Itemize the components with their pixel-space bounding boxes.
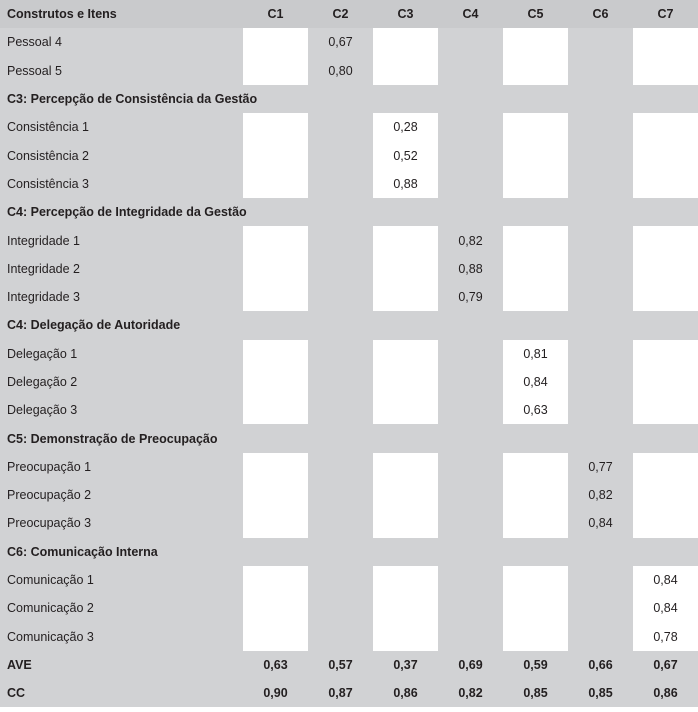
cell-c5 [503,57,568,85]
cell-c7: 0,78 [633,623,698,651]
header-c1: C1 [243,0,308,28]
cell-c6 [568,170,633,198]
cell-c5: 0,84 [503,368,568,396]
cell-c4: 0,82 [438,679,503,707]
row-label: Delegação 3 [0,396,243,424]
table-row [0,623,698,651]
cell-c1: 0,63 [243,651,308,679]
cell-c1 [243,623,308,651]
cell-c1 [243,396,308,424]
table-row [0,113,698,141]
row-label: Consistência 1 [0,113,243,141]
cell-c2 [308,453,373,481]
cell-c4 [438,509,503,537]
cell-c3 [373,566,438,594]
cell-c6 [568,594,633,622]
cell-c5 [503,255,568,283]
cell-c6 [568,255,633,283]
section-title: C6: Comunicação Interna [0,538,698,566]
cell-c3 [373,340,438,368]
cell-c6 [568,566,633,594]
row-label: Delegação 1 [0,340,243,368]
cell-c1 [243,340,308,368]
cell-c1 [243,481,308,509]
section-row [0,85,698,113]
cell-c3 [373,509,438,537]
cell-c3: 0,37 [373,651,438,679]
cell-c3: 0,52 [373,141,438,169]
table-row [0,566,698,594]
cell-c7 [633,396,698,424]
table-row [0,368,698,396]
cell-c6: 0,77 [568,453,633,481]
cell-c6 [568,340,633,368]
row-label: Preocupação 3 [0,509,243,537]
cell-c5: 0,63 [503,396,568,424]
cell-c7 [633,28,698,56]
cell-c3 [373,226,438,254]
cell-c4: 0,88 [438,255,503,283]
cell-c7 [633,113,698,141]
cell-c7 [633,141,698,169]
cell-c6 [568,283,633,311]
cell-c1 [243,509,308,537]
cell-c2 [308,396,373,424]
table-row [0,255,698,283]
cell-c5: 0,85 [503,679,568,707]
cell-c1 [243,28,308,56]
cell-c2 [308,141,373,169]
row-label: Preocupação 1 [0,453,243,481]
row-label: Integridade 1 [0,226,243,254]
cell-c1 [243,566,308,594]
table-body [0,28,698,707]
cell-c5 [503,283,568,311]
section-title: C3: Percepção de Consistência da Gestão [0,85,698,113]
cell-c6: 0,66 [568,651,633,679]
cell-c2: 0,67 [308,28,373,56]
cell-c5 [503,28,568,56]
table-row [0,226,698,254]
cell-c7: 0,84 [633,594,698,622]
cell-c6 [568,368,633,396]
row-label: Comunicação 3 [0,623,243,651]
cell-c7 [633,481,698,509]
cell-c5 [503,566,568,594]
row-label: CC [0,679,243,707]
cell-c4 [438,453,503,481]
cell-c3: 0,88 [373,170,438,198]
cell-c4: 0,69 [438,651,503,679]
cell-c5: 0,59 [503,651,568,679]
row-label: Pessoal 5 [0,57,243,85]
cell-c7 [633,57,698,85]
cell-c1 [243,170,308,198]
header-row [0,0,698,28]
cell-c3 [373,453,438,481]
cell-c5 [503,481,568,509]
cell-c2: 0,80 [308,57,373,85]
section-row [0,198,698,226]
table-row [0,141,698,169]
cell-c3 [373,57,438,85]
cell-c1: 0,90 [243,679,308,707]
row-label: Integridade 3 [0,283,243,311]
cell-c3 [373,623,438,651]
cell-c1 [243,255,308,283]
cell-c1 [243,368,308,396]
cell-c7 [633,509,698,537]
cell-c3 [373,255,438,283]
cell-c7: 0,67 [633,651,698,679]
cell-c6 [568,141,633,169]
cell-c3 [373,283,438,311]
cell-c6 [568,28,633,56]
cell-c7 [633,283,698,311]
header-c2: C2 [308,0,373,28]
cell-c1 [243,226,308,254]
cell-c4 [438,113,503,141]
table-row [0,509,698,537]
cell-c2 [308,340,373,368]
cell-c2 [308,226,373,254]
cell-c2 [308,368,373,396]
cell-c4 [438,28,503,56]
summary-row [0,651,698,679]
row-label: Consistência 2 [0,141,243,169]
table-row [0,481,698,509]
cell-c3 [373,481,438,509]
cell-c4: 0,79 [438,283,503,311]
table-row [0,283,698,311]
summary-row [0,679,698,707]
header-c3: C3 [373,0,438,28]
cell-c2 [308,255,373,283]
table-row [0,57,698,85]
section-title: C4: Percepção de Integridade da Gestão [0,198,698,226]
table-row [0,170,698,198]
cell-c4 [438,57,503,85]
cell-c2: 0,87 [308,679,373,707]
row-label: Comunicação 2 [0,594,243,622]
cell-c7 [633,453,698,481]
cell-c5 [503,623,568,651]
cell-c6: 0,85 [568,679,633,707]
cell-c7 [633,368,698,396]
cell-c2 [308,113,373,141]
cell-c4 [438,594,503,622]
cell-c1 [243,141,308,169]
table-row [0,396,698,424]
section-row [0,538,698,566]
cell-c3: 0,28 [373,113,438,141]
row-label: AVE [0,651,243,679]
row-label: Delegação 2 [0,368,243,396]
cell-c4 [438,481,503,509]
cell-c7 [633,170,698,198]
cell-c6 [568,113,633,141]
cell-c1 [243,453,308,481]
header-c6: C6 [568,0,633,28]
cell-c5: 0,81 [503,340,568,368]
cell-c3 [373,594,438,622]
table-row [0,28,698,56]
cell-c7 [633,340,698,368]
cell-c6 [568,623,633,651]
cell-c7 [633,226,698,254]
cell-c7: 0,86 [633,679,698,707]
section-row [0,424,698,452]
cell-c2: 0,57 [308,651,373,679]
section-title: C4: Delegação de Autoridade [0,311,698,339]
cell-c2 [308,481,373,509]
cell-c6 [568,57,633,85]
cell-c5 [503,113,568,141]
header-c5: C5 [503,0,568,28]
cell-c6: 0,84 [568,509,633,537]
cell-c7 [633,255,698,283]
cell-c4 [438,396,503,424]
cell-c5 [503,453,568,481]
row-label: Pessoal 4 [0,28,243,56]
cell-c4 [438,566,503,594]
cell-c4: 0,82 [438,226,503,254]
cell-c6 [568,226,633,254]
cell-c4 [438,141,503,169]
cell-c7: 0,84 [633,566,698,594]
header-c7: C7 [633,0,698,28]
cell-c3 [373,396,438,424]
cell-c4 [438,368,503,396]
cell-c1 [243,594,308,622]
section-title: C5: Demonstração de Preocupação [0,424,698,452]
row-label: Consistência 3 [0,170,243,198]
cell-c1 [243,113,308,141]
cell-c5 [503,509,568,537]
cell-c3 [373,28,438,56]
cell-c4 [438,340,503,368]
cell-c5 [503,594,568,622]
header-c4: C4 [438,0,503,28]
cell-c4 [438,623,503,651]
cell-c2 [308,170,373,198]
cell-c5 [503,170,568,198]
cell-c2 [308,283,373,311]
cell-c5 [503,226,568,254]
header-construct: Construtos e Itens [0,0,243,28]
cell-c3 [373,368,438,396]
cell-c2 [308,509,373,537]
section-row [0,311,698,339]
cell-c1 [243,283,308,311]
cell-c1 [243,57,308,85]
cell-c2 [308,594,373,622]
cell-c6 [568,396,633,424]
cell-c5 [503,141,568,169]
cell-c3: 0,86 [373,679,438,707]
cell-c4 [438,170,503,198]
row-label: Comunicação 1 [0,566,243,594]
row-label: Preocupação 2 [0,481,243,509]
row-label: Integridade 2 [0,255,243,283]
table-row [0,594,698,622]
table-row [0,453,698,481]
cell-c2 [308,623,373,651]
cell-c2 [308,566,373,594]
cell-c6: 0,82 [568,481,633,509]
table-row [0,340,698,368]
